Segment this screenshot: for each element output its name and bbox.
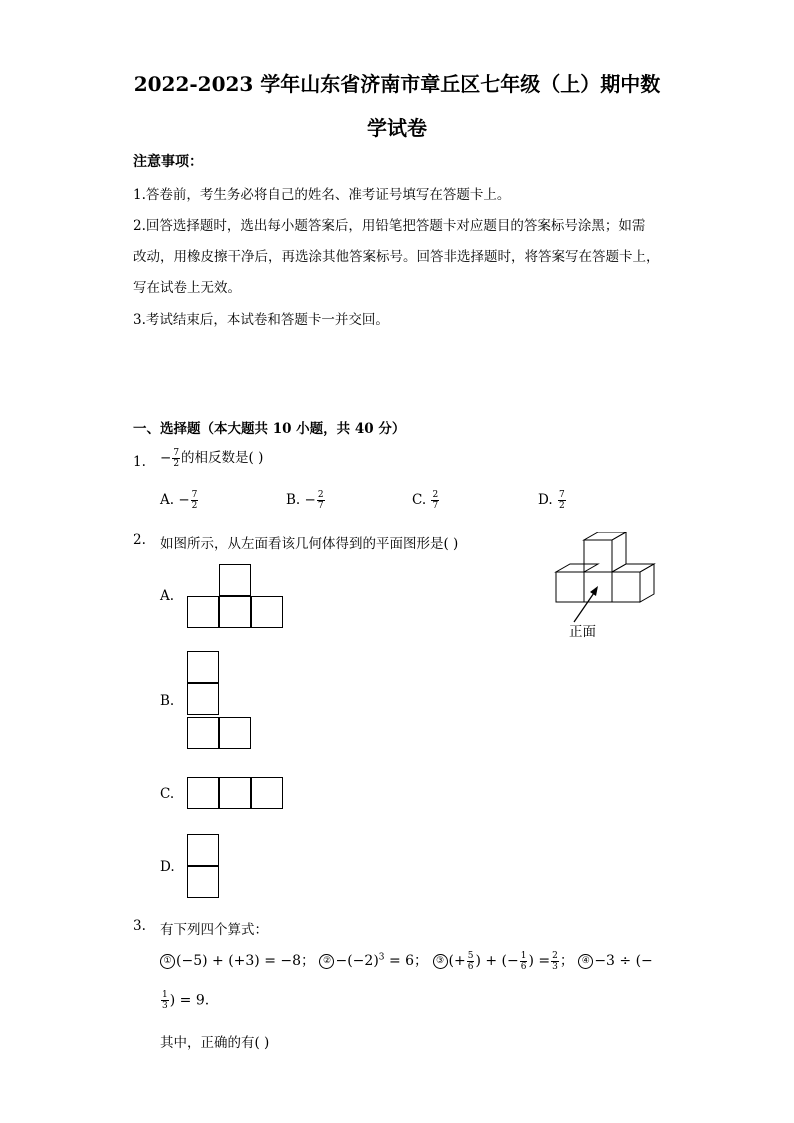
question-number: 3.: [133, 918, 146, 934]
option-label: B.: [286, 492, 301, 508]
grid-cell: [187, 834, 219, 866]
fraction-numerator: 2: [317, 490, 324, 500]
fraction-denominator: 2: [173, 459, 180, 469]
left-cube-front-face: [556, 572, 584, 602]
cube-solid-figure: [550, 532, 662, 642]
top-cube-front-face: [584, 540, 612, 572]
question-3-stem: 有下列四个算式：: [160, 922, 268, 938]
grid-cell: [187, 717, 219, 749]
grid-cell: [219, 717, 251, 749]
option-a-figure: [187, 564, 285, 630]
notice-item-2-line2: 改动，用橡皮擦干净后，再选涂其他答案标号。回答非选择题时，将答案写在答题卡上，: [133, 249, 660, 265]
grid-cell: [187, 596, 219, 628]
expression-3-part: ) + (−: [475, 953, 519, 969]
expression-4-result: ) = 9.: [169, 992, 210, 1009]
fraction: [161, 990, 169, 1011]
page-title-line1: 2022-2023 学年山东省济南市章丘区七年级（上）期中数: [133, 72, 661, 96]
expression-4-part: −3 ÷ (−: [594, 953, 653, 969]
fraction-numerator: 1: [162, 990, 168, 1000]
left-cube-top-face: [556, 564, 598, 572]
fraction-numerator: 2: [552, 950, 558, 961]
sign: −: [160, 450, 172, 466]
circled-4-icon: ④: [578, 954, 593, 969]
fraction-numerator: 7: [558, 490, 565, 500]
expression-3-part: (+: [448, 953, 466, 969]
fraction-denominator: 7: [317, 501, 324, 511]
fraction-denominator: 2: [191, 501, 198, 511]
option-label: A.: [160, 492, 175, 508]
separator: ；: [559, 953, 574, 969]
grid-cell: [187, 683, 219, 715]
sign: −: [304, 492, 316, 508]
fraction: [317, 490, 325, 511]
fraction: [558, 490, 566, 511]
fraction: [172, 448, 180, 469]
grid-cell: [251, 777, 283, 809]
exponent: 3: [378, 952, 385, 963]
option-c[interactable]: [412, 490, 440, 511]
notice-item-2-line3: 写在试卷上无效。: [133, 280, 241, 296]
fraction-denominator: 3: [552, 961, 558, 972]
grid-cell: [219, 564, 251, 596]
question-3-ask: 其中，正确的有( ): [160, 1035, 270, 1051]
question-3-expression-4-end: [160, 990, 209, 1011]
option-d[interactable]: [538, 490, 567, 511]
option-a[interactable]: [160, 490, 199, 511]
page-title-line2: 学试卷: [367, 116, 427, 140]
fraction-numerator: 7: [173, 448, 180, 458]
section-heading: 一、选择题（本大题共 10 小题，共 40 分）: [133, 421, 406, 437]
fraction-numerator: 7: [191, 490, 198, 500]
grid-cell: [187, 777, 219, 809]
fraction-denominator: 2: [558, 501, 565, 511]
grid-cell: [219, 596, 251, 628]
notice-item-2-line1: 2.回答选择题时，选出每小题答案后，用铅笔把答题卡对应题目的答案标号涂黑；如需: [133, 218, 646, 234]
question-3-expressions: [160, 950, 653, 972]
right-cube-side-face: [640, 564, 654, 602]
circled-1-icon: ①: [160, 954, 175, 969]
fraction-denominator: 6: [520, 961, 527, 972]
expression-1: (−5) + (+3) = −8；: [176, 953, 316, 969]
notice-item-3: 3.考试结束后，本试卷和答题卡一并交回。: [133, 312, 389, 328]
fraction-denominator: 3: [162, 1001, 168, 1011]
option-c-label[interactable]: C.: [160, 786, 175, 802]
grid-cell: [219, 777, 251, 809]
view-arrow: [574, 590, 596, 622]
grid-cell: [187, 866, 219, 898]
notice-heading: 注意事项：: [133, 154, 203, 170]
figure-label: 正面: [569, 624, 596, 640]
middle-cube-front-face: [584, 572, 612, 602]
sign: −: [178, 492, 190, 508]
option-b-label[interactable]: B.: [160, 693, 175, 709]
fraction-numerator: 5: [467, 950, 474, 961]
expression-3-part: ) =: [528, 953, 551, 969]
notice-item-1: 1.答卷前，考生务必将自己的姓名、准考证号填写在答题卡上。: [133, 187, 511, 203]
expression-2-result: = 6；: [384, 953, 429, 969]
option-b[interactable]: [286, 490, 326, 511]
question-1-stem: [160, 446, 263, 469]
option-d-figure: [187, 834, 221, 900]
circled-3-icon: ③: [433, 954, 448, 969]
fraction: [191, 490, 199, 511]
fraction: [551, 951, 559, 972]
option-c-figure: [187, 777, 285, 811]
fraction: [431, 490, 439, 511]
arrow-head-icon: [590, 586, 598, 596]
expression-2-base: −(−2): [335, 953, 379, 969]
option-label: C.: [412, 492, 427, 508]
grid-cell: [187, 651, 219, 683]
fraction-denominator: 6: [467, 961, 474, 972]
grid-cell: [251, 596, 283, 628]
fraction: [467, 951, 475, 972]
question-number: 2.: [133, 532, 146, 548]
option-b-figure: [187, 651, 255, 751]
fraction-numerator: 2: [432, 490, 439, 500]
question-2-stem: 如图所示，从左面看该几何体得到的平面图形是( ): [160, 536, 459, 552]
option-d-label[interactable]: D.: [160, 859, 175, 875]
stem-text: 的相反数是( ): [181, 450, 264, 466]
top-cube-side-face: [612, 532, 626, 572]
option-label: D.: [538, 492, 553, 508]
fraction-numerator: 1: [520, 950, 527, 961]
fraction-denominator: 7: [432, 501, 439, 511]
fraction: [520, 951, 528, 972]
right-cube-front-face: [612, 572, 640, 602]
question-number: 1.: [133, 454, 146, 470]
circled-2-icon: ②: [319, 954, 334, 969]
option-a-label[interactable]: A.: [160, 588, 175, 604]
